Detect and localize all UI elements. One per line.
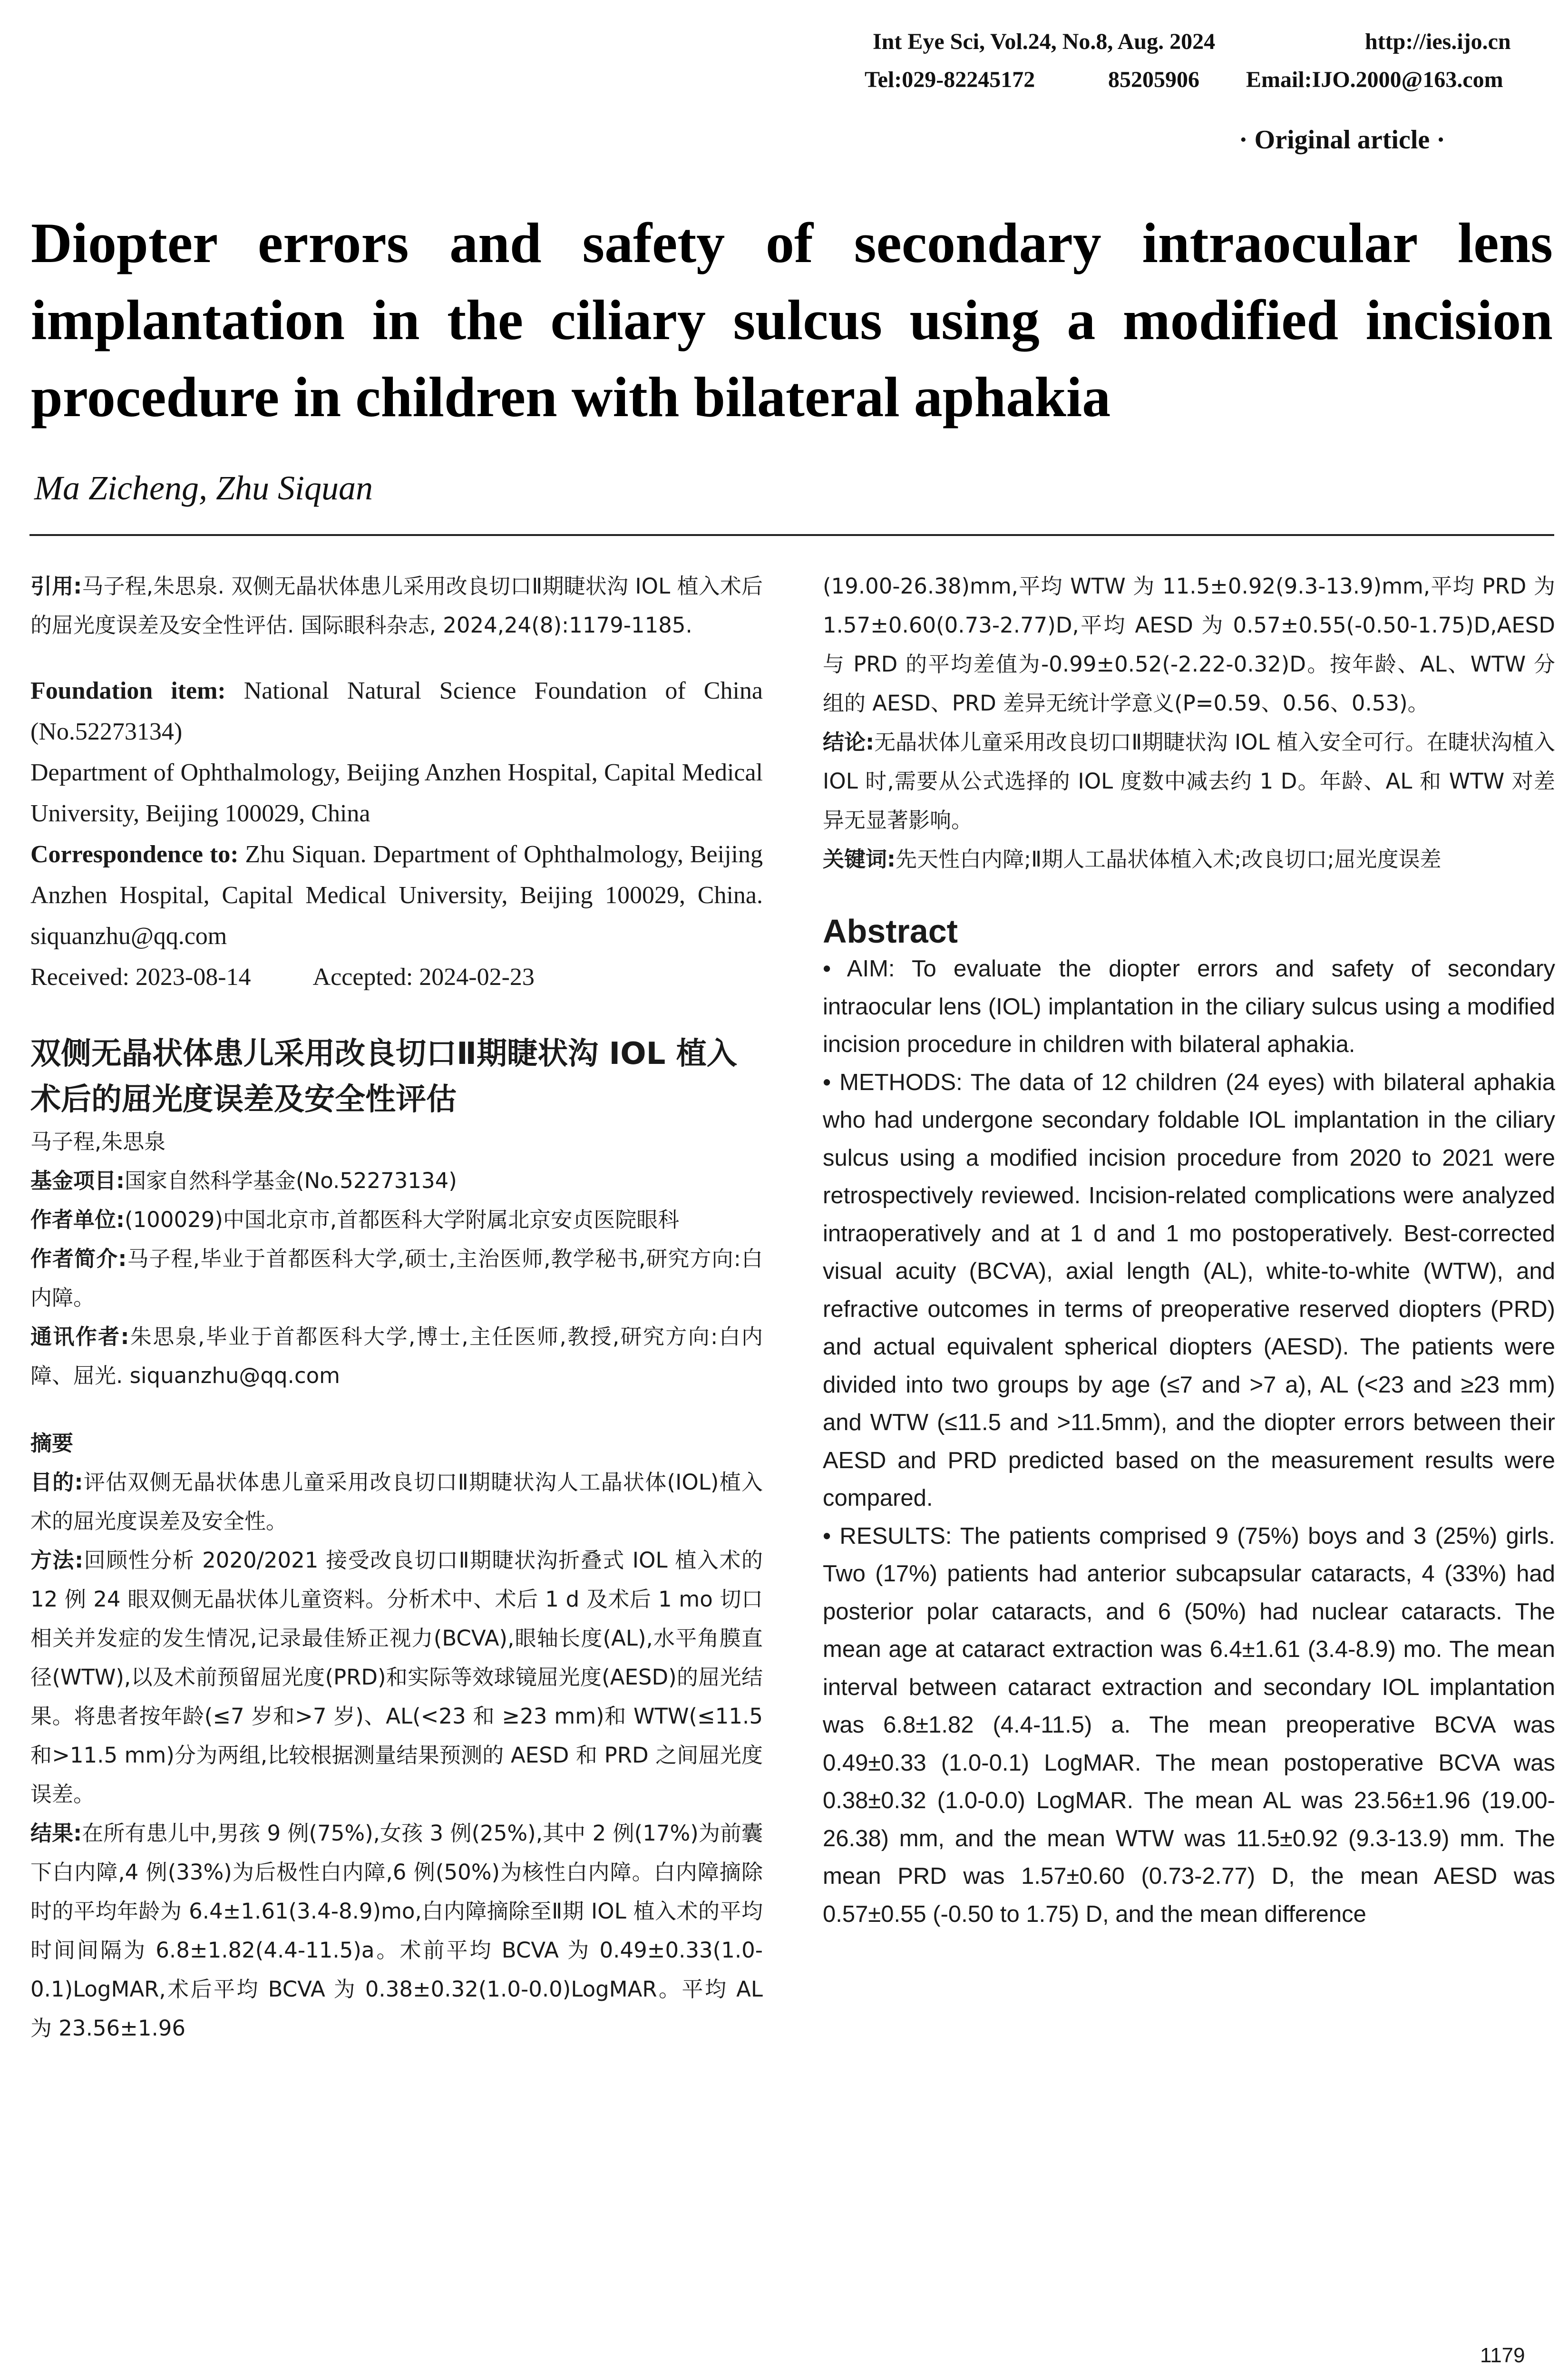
- author-list: Ma Zicheng, Zhu Siquan: [34, 469, 373, 507]
- zh-keywords: [823, 840, 1555, 879]
- zh-results-label: 结果:: [30, 1821, 82, 1846]
- header-divider: [29, 534, 1554, 536]
- journal-citation: Int Eye Sci, Vol.24, No.8, Aug. 2024: [873, 29, 1216, 54]
- citation: [30, 567, 763, 645]
- zh-keywords-label: 关键词:: [823, 847, 896, 872]
- foundation-label: Foundation item:: [30, 677, 226, 704]
- zh-fund-text: 国家自然科学基金(No.52273134): [125, 1168, 457, 1193]
- left-column: [30, 567, 763, 2048]
- dates: [30, 957, 763, 998]
- zh-unit: [30, 1200, 763, 1239]
- zh-methods: [30, 1541, 763, 1814]
- journal-url[interactable]: http://ies.ijo.cn: [1365, 29, 1511, 54]
- zh-methods-text: 回顾性分析 2020/2021 接受改良切口Ⅱ期睫状沟折叠式 IOL 植入术的 12 例 24 眼双侧无晶状体儿童资料。分析术中、术后 1 d 及术后 1 mo 切口相关并发症的发生情况,记录最佳矫正视力(BCVA),眼轴长度(AL),水平角膜直径(WTW),以及术前预留屈光度(PRD)和实际等效球镜屈光度(AESD)的屈光结果。将患者按年龄(≤7 岁和>7 岁)、AL(<23 和 ≥23 mm)和 WTW(≤11.5 和>11.5 mm)分为两组,比较根据测量结果预测的 AESD 和 PRD 之间屈光度误差。: [30, 1548, 763, 1807]
- right-column: [823, 567, 1555, 1933]
- journal-email[interactable]: Email:IJO.2000@163.com: [1246, 67, 1503, 92]
- zh-keywords-text: 先天性白内障;Ⅱ期人工晶状体植入术;改良切口;屈光度误差: [896, 847, 1441, 872]
- abstract-heading: Abstract: [823, 913, 958, 950]
- journal-tel: Tel:029-82245172: [865, 67, 1035, 92]
- correspondence: [30, 834, 763, 957]
- zh-fund: [30, 1161, 763, 1200]
- citation-text: 马子程,朱思泉. 双侧无晶状体患儿采用改良切口Ⅱ期睫状沟 IOL 植入术后的屈光度误差及安全性评估. 国际眼科杂志, 2024,24(8):1179-1185.: [30, 574, 763, 638]
- zh-conclusion: [823, 723, 1555, 840]
- foundation-text: National Natural Science Foundation of China (No.52273134): [30, 677, 763, 745]
- page-number: 1179: [1480, 2344, 1525, 2367]
- zh-results-text: 在所有患儿中,男孩 9 例(75%),女孩 3 例(25%),其中 2 例(17%)为前囊下白内障,4 例(33%)为后极性白内障,6 例(50%)为核性白内障。白内障摘除时的平均年龄为 6.4±1.61(3.4-8.9)mo,白内障摘除至Ⅱ期 IOL 植入术的平均时间间隔为 6.8±1.82(4.4-11.5)a。术前平均 BCVA 为 0.49±0.33(1.0-0.1)LogMAR,术后平均 BCVA 为 0.38±0.32(1.0-0.0)LogMAR。平均 AL 为 23.56±1.96: [30, 1821, 763, 2041]
- received-date: Received: 2023-08-14: [30, 964, 251, 991]
- zh-results: [30, 1814, 763, 2048]
- zh-title: 双侧无晶状体患儿采用改良切口Ⅱ期睫状沟 IOL 植入术后的屈光度误差及安全性评估: [30, 1036, 737, 1117]
- zh-corr-text: 朱思泉,毕业于首都医科大学,博士,主任医师,教授,研究方向:白内障、屈光. siquanzhu@qq.com: [30, 1324, 763, 1388]
- zh-bio-text: 马子程,毕业于首都医科大学,硕士,主治医师,教学秘书,研究方向:白内障。: [30, 1246, 763, 1310]
- citation-label: 引用:: [30, 574, 82, 599]
- zh-bio: [30, 1239, 763, 1317]
- abstract-results: • RESULTS: The patients comprised 9 (75%) boys and 3 (25%) girls. Two (17%) patients had anterior subcapsular cataracts, 4 (33%) had posterior polar cataracts, and 6 (50%) had nuclear cataracts. The mean age at cataract extraction was 6.4±1.61 (3.4-8.9) mo. The mean interval between cataract extraction and secondary IOL implantation was 6.8±1.82 (4.4-11.5) a. The mean preoperative BCVA was 0.49±0.33 (1.0-0.1) LogMAR. The mean postoperative BCVA was 0.38±0.32 (1.0-0.0) LogMAR. The mean AL was 23.56±1.96 (19.00-26.38) mm, and the mean WTW was 11.5±0.92 (9.3-13.9) mm. The mean PRD was 1.57±0.60 (0.73-2.77) D, the mean AESD was 0.57±0.55 (-0.50 to 1.75) D, and the mean difference: [823, 1523, 1555, 1927]
- article-title: Diopter errors and safety of secondary intraocular lens implantation in the ciliary sulcus using a modified incision procedure in children with bilateral aphakia: [31, 211, 1553, 429]
- zh-aim: [30, 1463, 763, 1541]
- zh-unit-label: 作者单位:: [30, 1207, 125, 1232]
- zh-results-continued: (19.00-26.38)mm,平均 WTW 为 11.5±0.92(9.3-13.9)mm,平均 PRD 为 1.57±0.60(0.73-2.77)D,平均 AESD 为 0.57±0.55(-0.50-1.75)D,AESD 与 PRD 的平均差值为-0.99±0.52(-2.22-0.32)D。按年龄、AL、WTW 分组的 AESD、PRD 差异无统计学意义(P=0.59、0.56、0.53)。: [823, 574, 1555, 716]
- zh-corr-label: 通讯作者:: [30, 1324, 129, 1349]
- zh-conclusion-label: 结论:: [823, 730, 875, 755]
- abstract-methods: • METHODS: The data of 12 children (24 eyes) with bilateral aphakia who had undergone secondary foldable IOL implantation in the ciliary sulcus using a modified incision procedure from 2020 to 2021 were retrospectively reviewed. Incision-related complications were analyzed intraoperatively and at 1 d and 1 mo postoperatively. Best-corrected visual acuity (BCVA), axial length (AL), white-to-white (WTW), and refractive outcomes in terms of preoperative reserved diopters (PRD) and actual equivalent spherical diopters (AESD). The patients were divided into two groups by age (≤7 and >7 a), AL (<23 and ≥23 mm) and WTW (≤11.5 and >11.5mm), and the diopter errors between their AESD and PRD predicted based on the measurement results were compared.: [823, 1069, 1555, 1511]
- correspondence-text: Zhu Siquan. Department of Ophthalmology, Beijing Anzhen Hospital, Capital Medical University, Beijing 100029, China. siquanzhu@qq.com: [30, 841, 763, 950]
- department: Department of Ophthalmology, Beijing Anzhen Hospital, Capital Medical University, Beijing 100029, China: [30, 759, 763, 827]
- zh-aim-label: 目的:: [30, 1470, 83, 1495]
- zh-aim-text: 评估双侧无晶状体患儿童采用改良切口Ⅱ期睫状沟人工晶状体(IOL)植入术的屈光度误差及安全性。: [30, 1470, 763, 1534]
- zh-fund-label: 基金项目:: [30, 1168, 125, 1193]
- accepted-date: Accepted: 2024-02-23: [312, 964, 535, 991]
- zh-authors: 马子程,朱思泉: [30, 1129, 166, 1154]
- article-type: · Original article ·: [1239, 125, 1445, 155]
- zh-conclusion-text: 无晶状体儿童采用改良切口Ⅱ期睫状沟 IOL 植入安全可行。在睫状沟植入 IOL 时,需要从公式选择的 IOL 度数中减去约 1 D。年龄、AL 和 WTW 对差异无显著影响。: [823, 730, 1556, 833]
- abstract-aim: • AIM: To evaluate the diopter errors and safety of secondary intraocular lens (IOL) implantation in the ciliary sulcus using a modified incision procedure in children with bilateral aphakia.: [823, 956, 1555, 1057]
- zh-bio-label: 作者简介:: [30, 1246, 127, 1271]
- zh-abstract-heading: 摘要: [30, 1431, 74, 1456]
- zh-methods-label: 方法:: [30, 1548, 84, 1573]
- foundation-item: [30, 671, 763, 752]
- correspondence-label: Correspondence to:: [30, 841, 239, 868]
- journal-tel-2: 85205906: [1108, 67, 1199, 92]
- zh-unit-text: (100029)中国北京市,首都医科大学附属北京安贞医院眼科: [125, 1207, 680, 1232]
- zh-corr: [30, 1317, 763, 1395]
